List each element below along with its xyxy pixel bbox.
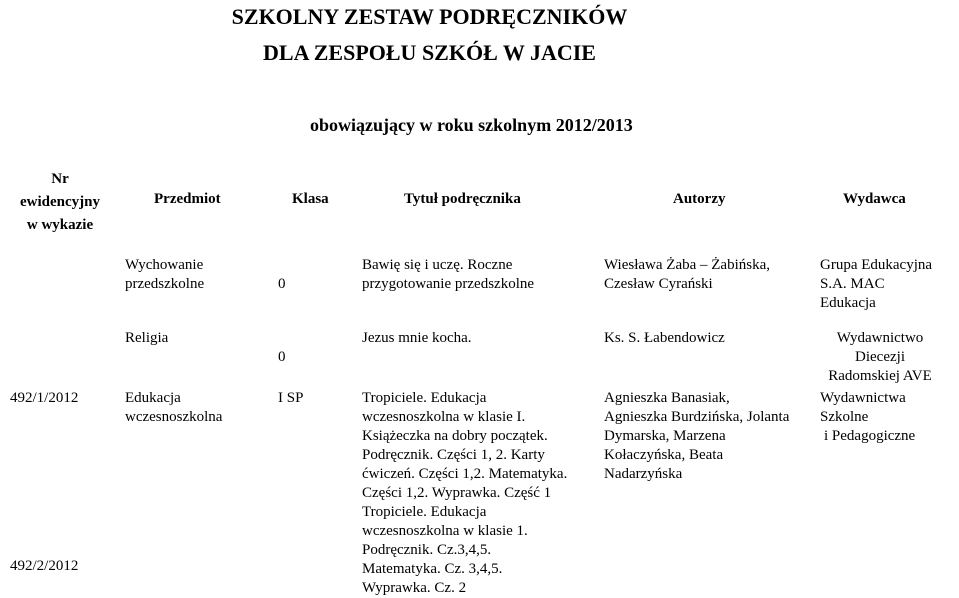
row3-tytul-line: Książeczka na dobry początek. [362, 428, 548, 444]
row2-wydawca-line2: Diecezji [855, 349, 905, 365]
row1-przedmiot-line2: przedszkolne [125, 276, 205, 292]
row3-tytul-line: Matematyka. Cz. 3,4,5. [362, 561, 503, 577]
row2-klasa: 0 [278, 349, 286, 365]
row3-autorzy-line: Kołaczyńska, Beata [604, 447, 724, 463]
row1-autorzy-line2: Czesław Cyrański [604, 276, 713, 292]
header-nr-line2: ewidencyjny [20, 194, 100, 210]
row1-tytul [362, 256, 534, 294]
header-autorzy: Autorzy [673, 191, 726, 207]
row3-nr2: 492/2/2012 [10, 558, 79, 574]
row3-tytul-line: Tropiciele. Edukacja [362, 504, 487, 520]
row1-wydawca-line2: S.A. MAC [820, 276, 885, 292]
row1-wydawca-line1: Grupa Edukacyjna [820, 257, 933, 273]
row3-klasa: I SP [278, 390, 304, 406]
row3-wydawca-line2: Szkolne [820, 409, 869, 425]
header-przedmiot: Przedmiot [154, 191, 221, 207]
row3-tytul-line: Tropiciele. Edukacja [362, 390, 487, 406]
row2-wydawca-line3: Radomskiej AVE [828, 368, 932, 384]
row1-wydawca-line3: Edukacja [820, 295, 876, 311]
row3-przedmiot-line1: Edukacja [125, 390, 181, 406]
row3-wydawca-line3: i Pedagogiczne [824, 428, 916, 444]
row2-wydawca [810, 329, 950, 386]
row2-tytul: Jezus mnie kocha. [362, 330, 472, 346]
header-tytul: Tytuł podręcznika [404, 191, 521, 207]
row3-tytul-line: wczesnoszkolna w klasie 1. [362, 523, 528, 539]
row3-wydawca [820, 389, 915, 446]
document-subtitle: obowiązujący w roku szkolnym 2012/2013 [310, 115, 633, 135]
row1-przedmiot-line1: Wychowanie [125, 257, 204, 273]
row3-autorzy-line: Nadarzyńska [604, 466, 683, 482]
row3-tytul-line: ćwiczeń. Części 1,2. Matematyka. [362, 466, 568, 482]
document-title-line1: SZKOLNY ZESTAW PODRĘCZNIKÓW [231, 4, 628, 29]
row3-przedmiot-line2: wczesnoszkolna [125, 409, 223, 425]
document-title-line2: DLA ZESPOŁU SZKÓŁ W JACIE [263, 40, 596, 65]
row3-autorzy-line: Agnieszka Banasiak, [604, 390, 730, 406]
row3-przedmiot [125, 389, 222, 427]
row3-tytul-line: Części 1,2. Wyprawka. Część 1 [362, 485, 552, 501]
row3-tytul-line: Podręcznik. Cz.3,4,5. [362, 542, 492, 558]
row3-autorzy [604, 389, 789, 484]
row2-przedmiot: Religia [125, 330, 169, 346]
header-nr-line3: w wykazie [26, 217, 94, 233]
header-nr [0, 168, 120, 237]
row1-tytul-line1: Bawię się i uczę. Roczne [362, 257, 513, 273]
row3-autorzy-line: Dymarska, Marzena [604, 428, 726, 444]
header-nr-line1: Nr [51, 171, 69, 187]
row1-wydawca [820, 256, 932, 313]
row3-tytul-line: Wyprawka. Cz. 2 [362, 580, 467, 596]
row1-autorzy [604, 256, 770, 294]
row3-tytul-line: Podręcznik. Części 1, 2. Karty [362, 447, 545, 463]
row1-przedmiot [125, 256, 204, 294]
header-klasa: Klasa [292, 191, 329, 207]
row3-autorzy-line: Agnieszka Burdzińska, Jolanta [604, 409, 790, 425]
row1-autorzy-line1: Wiesława Żaba – Żabińska, [604, 257, 770, 273]
row3-wydawca-line1: Wydawnictwa [820, 390, 906, 406]
row2-autorzy: Ks. S. Łabendowicz [604, 330, 725, 346]
header-wydawca: Wydawca [843, 191, 906, 207]
row1-tytul-line2: przygotowanie przedszkolne [362, 276, 535, 292]
row3-nr1: 492/1/2012 [10, 390, 79, 406]
row3-tytul [362, 389, 567, 598]
row3-tytul-line: wczesnoszkolna w klasie I. [362, 409, 526, 425]
row2-wydawca-line1: Wydawnictwo [836, 330, 924, 346]
row1-klasa: 0 [278, 276, 286, 292]
